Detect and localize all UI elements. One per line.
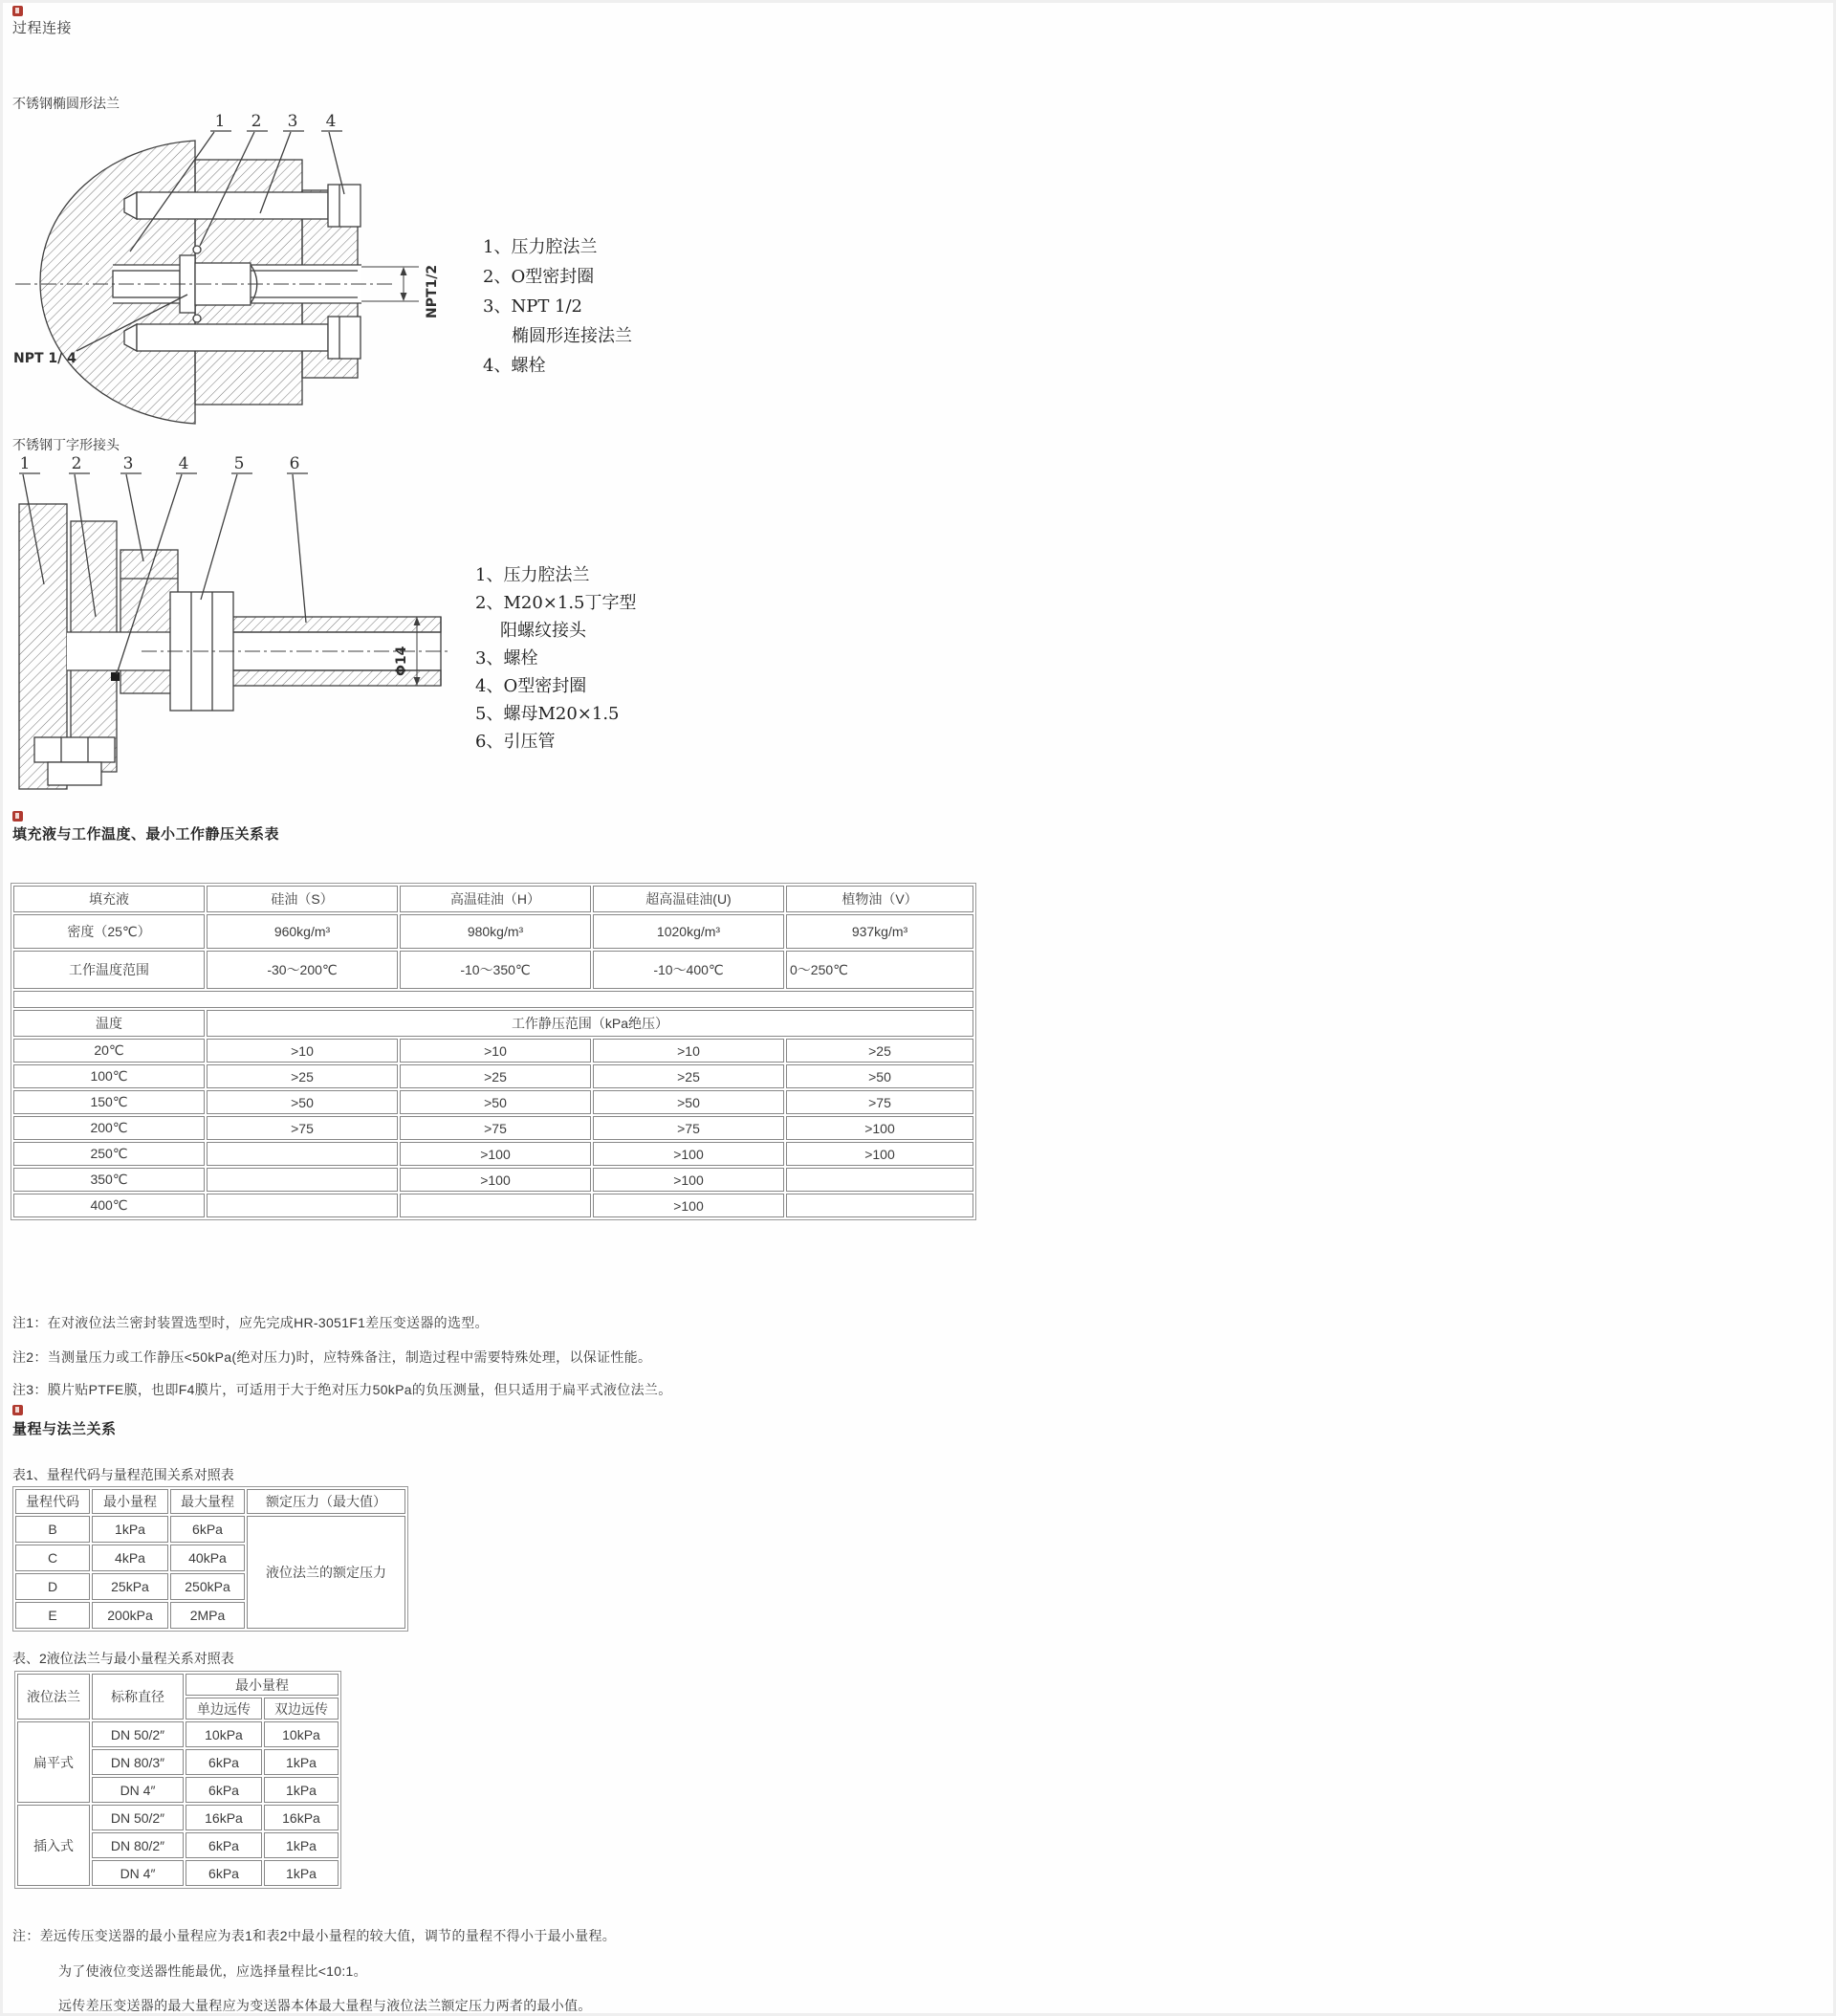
cell: >25 [207,1064,398,1088]
cell: 工作静压范围（kPa绝压） [207,1010,973,1037]
range-code-table [12,1486,408,1632]
cell: 10kPa [186,1721,262,1747]
table-row [17,1674,339,1696]
callout-number: 3 [287,112,298,131]
callout-number: 2 [71,454,82,473]
cell: >100 [786,1142,973,1166]
cell: >25 [400,1064,591,1088]
table-row [13,1194,973,1217]
legend-line: 4、螺栓 [483,356,546,376]
cell [786,1168,973,1192]
cell: 6kPa [186,1777,262,1803]
cell: >100 [786,1116,973,1140]
cell: 工作温度范围 [13,951,205,989]
cell: 双边远传 [264,1698,339,1720]
cell: 1kPa [264,1749,339,1775]
table-row [13,886,973,912]
cell: DN 80/3″ [92,1749,184,1775]
cell: 1020kg/m³ [593,914,784,949]
cell: 高温硅油（H） [400,886,591,912]
table-row [13,1090,973,1114]
cell [207,1168,398,1192]
tee-connector-cross-section-diagram [8,449,452,800]
cell: DN 80/2″ [92,1832,184,1858]
cell: 6kPa [186,1832,262,1858]
cell: 1kPa [264,1860,339,1886]
legend-line: 6、引压管 [475,732,556,752]
cell: 硅油（S） [207,886,398,912]
table-row [15,1516,405,1543]
cell: 填充液 [13,886,205,912]
cell: 200kPa [92,1602,168,1629]
bottom-note-2: 为了使液位变送器性能最优，应选择量程比<10:1。 [58,1963,367,1979]
legend-line: 3、NPT 1/2 [483,296,583,317]
table-row [13,1168,973,1192]
section-title-process-connection: 过程连接 [12,20,73,36]
table-row [13,951,973,989]
table-row [17,1805,339,1830]
flange-range-table [14,1671,341,1889]
note-1: 注1：在对液位法兰密封装置选型时，应先完成HR-3051F1差压变送器的选型。 [12,1315,489,1330]
callout-number: 1 [19,454,31,473]
cell: 400℃ [13,1194,205,1217]
cell: 100℃ [13,1064,205,1088]
cell: 最小量程 [186,1674,339,1696]
table1-caption: 表1、量程代码与量程范围关系对照表 [12,1467,234,1482]
legend-line: 4、O型密封圈 [475,676,587,696]
cell: 937kg/m³ [786,914,973,949]
cell: >75 [207,1116,398,1140]
note-3: 注3：膜片贴PTFE膜，也即F4膜片，可适用于大于绝对压力50kPa的负压测量，但只适用于扁平式液位法兰。 [12,1382,672,1397]
table-row [15,1489,405,1514]
cell: DN 4″ [92,1777,184,1803]
cell: >25 [593,1064,784,1088]
table-row [13,1142,973,1166]
note-2: 注2：当测量压力或工作静压<50kPa(绝对压力)时，应特殊备注，制造过程中需要特殊处理，以保证性能。 [12,1349,652,1365]
cell: E [15,1602,90,1629]
cell: 250℃ [13,1142,205,1166]
cell: >25 [786,1039,973,1063]
cell: 980kg/m³ [400,914,591,949]
cell: 6kPa [170,1516,245,1543]
cell: >10 [207,1039,398,1063]
npt-half-dimension-label: NPT1/2 [425,264,440,318]
cell: 16kPa [186,1805,262,1830]
cell: 10kPa [264,1721,339,1747]
cell: 4kPa [92,1545,168,1571]
table-row [13,1010,973,1037]
cell: DN 4″ [92,1860,184,1886]
range-code-table-wrapper [12,1486,408,1632]
cell: 最小量程 [92,1489,168,1514]
cell [207,1194,398,1217]
diagram1-caption: 不锈钢椭圆形法兰 [12,96,120,111]
section-title-range-flange: 量程与法兰关系 [12,1421,117,1437]
table2-caption: 表、2液位法兰与最小量程关系对照表 [12,1651,234,1666]
cell: 1kPa [264,1777,339,1803]
legend-line: 阳螺纹接头 [500,621,586,641]
cell: 40kPa [170,1545,245,1571]
cell: 200℃ [13,1116,205,1140]
cell: >75 [400,1116,591,1140]
cell: >75 [786,1090,973,1114]
section-title-fill-liquid: 填充液与工作温度、最小工作静压关系表 [12,826,280,843]
cell: 最大量程 [170,1489,245,1514]
legend-line: 2、O型密封圈 [483,267,595,287]
callout-number: 3 [122,454,134,473]
table-row [13,1116,973,1140]
legend-line: 椭圆形连接法兰 [512,326,632,346]
cell: 6kPa [186,1860,262,1886]
cell: >75 [593,1116,784,1140]
cell: 150℃ [13,1090,205,1114]
cell: 标称直径 [92,1674,184,1720]
cell: C [15,1545,90,1571]
table-row [13,914,973,949]
legend-line: 2、M20×1.5丁字型 [475,593,637,613]
cell: 超高温硅油(U) [593,886,784,912]
fill-liquid-table-wrapper [11,883,976,1220]
npt-quarter-dimension-label: NPT 1/ 4 [13,351,76,366]
legend-line: 1、压力腔法兰 [483,237,598,257]
cell: -30～200℃ [207,951,398,989]
spacer-cell [13,991,973,1008]
diagram1-legend [483,232,632,381]
flange-range-table-wrapper [14,1671,341,1889]
cell: 16kPa [264,1805,339,1830]
cell: >50 [786,1064,973,1088]
cell: 0～250℃ [786,951,973,989]
bottom-note-3: 远传差压变送器的最大量程应为变送器本体最大量程与液位法兰额定压力两者的最小值。 [58,1998,592,2013]
diagram2-caption: 不锈钢丁字形接头 [12,437,120,452]
cell: 20℃ [13,1039,205,1063]
cell: 250kPa [170,1573,245,1600]
cell: 量程代码 [15,1489,90,1514]
oval-flange-cross-section-diagram [8,106,457,443]
legend-line: 1、压力腔法兰 [475,565,590,585]
callout-number: 1 [214,112,226,131]
cell: 1kPa [264,1832,339,1858]
table-row [13,991,973,1008]
callout-number: 4 [325,112,337,131]
table-row [13,1039,973,1063]
cell: DN 50/2″ [92,1721,184,1747]
callout-number: 6 [289,454,300,473]
section-bullet-icon [12,811,23,822]
cell [207,1142,398,1166]
cell: 350℃ [13,1168,205,1192]
cell: >100 [593,1142,784,1166]
cell: 扁平式 [17,1721,90,1803]
merged-cell: 液位法兰的额定压力 [247,1516,405,1629]
cell: >10 [593,1039,784,1063]
diagram2-legend [475,561,637,756]
fill-liquid-table [11,883,976,1220]
bottom-note-1: 注：差远传压变送器的最小量程应为表1和表2中最小量程的较大值，调节的量程不得小于最小量程。 [12,1928,617,1943]
phi14-dimension-label: Φ14 [394,646,409,676]
cell: 温度 [13,1010,205,1037]
cell: >50 [400,1090,591,1114]
cell: >50 [593,1090,784,1114]
cell: 额定压力（最大值） [247,1489,405,1514]
callout-number: 5 [233,454,245,473]
callout-number: 4 [178,454,189,473]
cell: 密度（25℃） [13,914,205,949]
section-bullet-icon [12,1405,23,1415]
cell: DN 50/2″ [92,1805,184,1830]
cell: B [15,1516,90,1543]
cell: >100 [593,1194,784,1217]
legend-line: 5、螺母M20×1.5 [475,704,620,724]
table-row [13,1064,973,1088]
callout-number: 2 [251,112,262,131]
cell: >100 [400,1168,591,1192]
cell: D [15,1573,90,1600]
cell: 液位法兰 [17,1674,90,1720]
cell: -10～400℃ [593,951,784,989]
cell: >50 [207,1090,398,1114]
legend-line: 3、螺栓 [475,648,538,668]
cell: >100 [593,1168,784,1192]
cell: >10 [400,1039,591,1063]
cell [786,1194,973,1217]
cell: 1kPa [92,1516,168,1543]
cell: 2MPa [170,1602,245,1629]
table-row [17,1721,339,1747]
cell: 6kPa [186,1749,262,1775]
cell: 单边远传 [186,1698,262,1720]
cell: 插入式 [17,1805,90,1886]
cell: 25kPa [92,1573,168,1600]
section-bullet-icon [12,6,23,16]
cell: 960kg/m³ [207,914,398,949]
cell: >100 [400,1142,591,1166]
cell [400,1194,591,1217]
cell: 植物油（V） [786,886,973,912]
cell: -10～350℃ [400,951,591,989]
